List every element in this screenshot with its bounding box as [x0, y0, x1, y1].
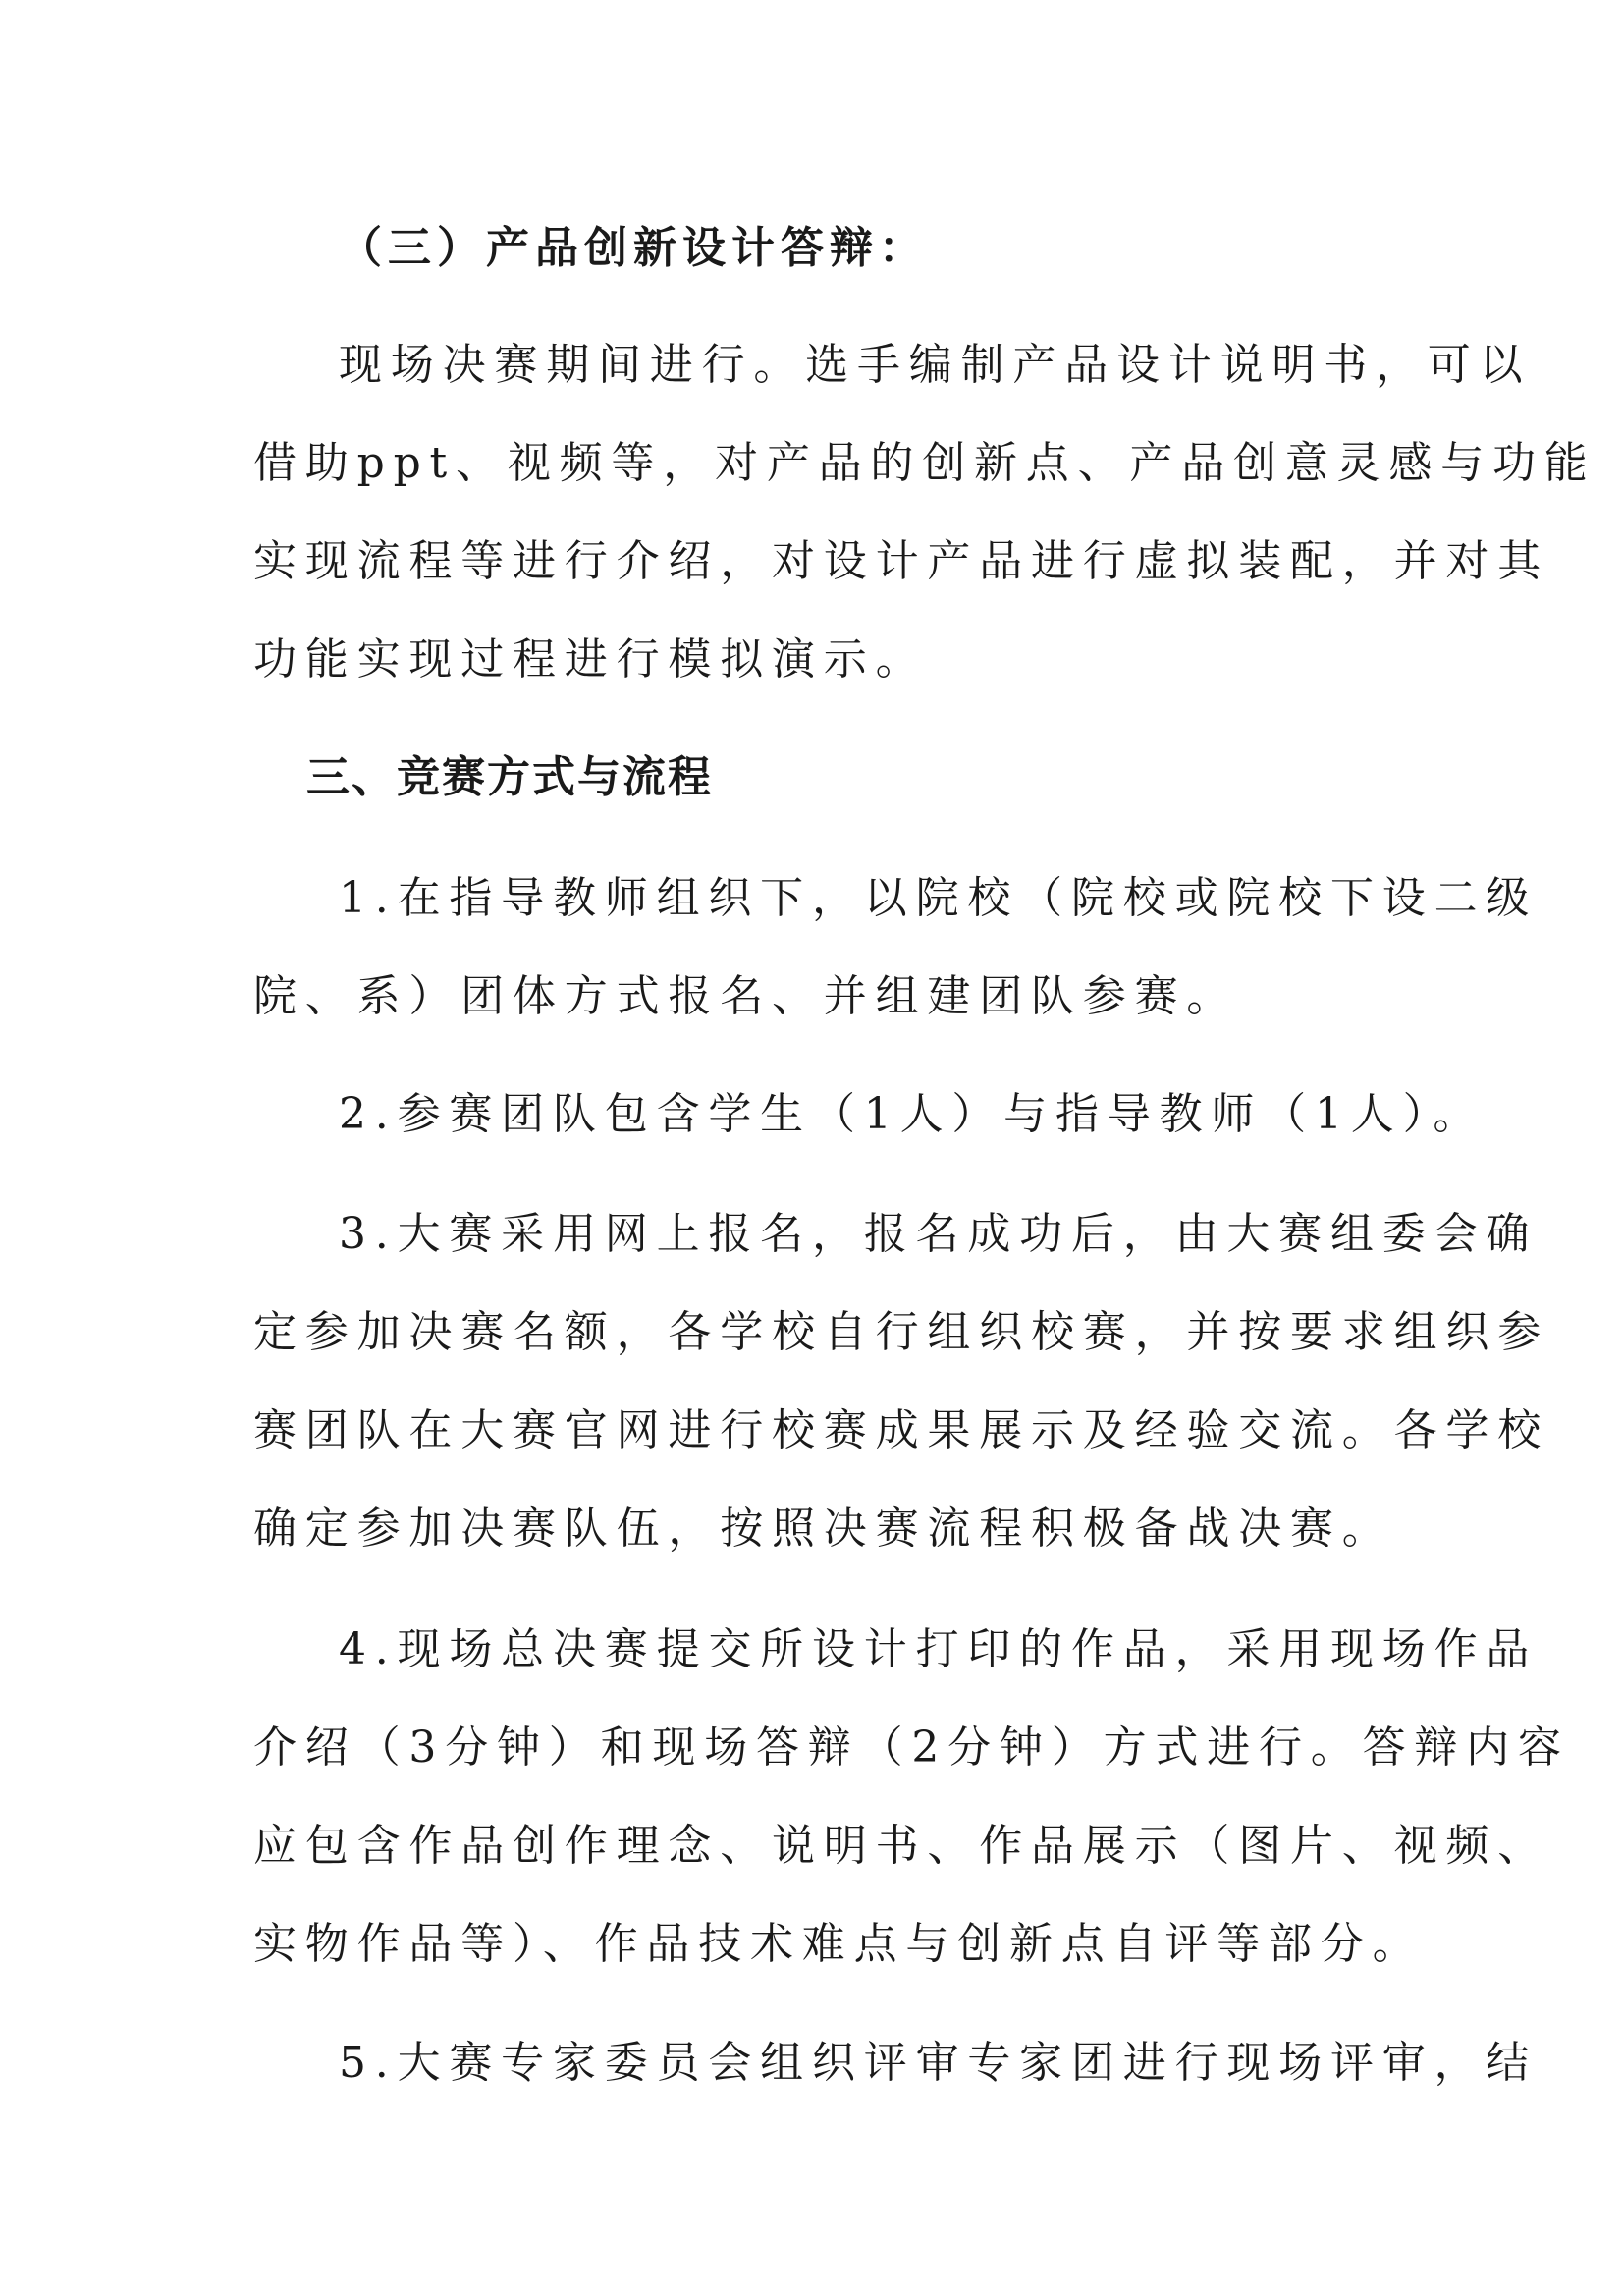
list-item-line: 定参加决赛名额，各学校自行组织校赛，并按要求组织参	[253, 1307, 1549, 1357]
list-item-line: 4.现场总决赛提交所设计打印的作品，采用现场作品	[339, 1624, 1539, 1674]
list-item-line: 5.大赛专家委员会组织评审专家团进行现场评审，结	[339, 2038, 1539, 2088]
list-item-line: 3.大赛采用网上报名，报名成功后，由大赛组委会确	[339, 1209, 1539, 1259]
subsection-title: （三）产品创新设计答辩：	[339, 223, 928, 273]
list-item-line: 院、系）团体方式报名、并组建团队参赛。	[253, 971, 1239, 1021]
paragraph-line: 实现流程等进行介绍，对设计产品进行虚拟装配，并对其	[253, 536, 1549, 586]
paragraph-line: 现场决赛期间进行。选手编制产品设计说明书，可以	[339, 340, 1532, 390]
list-item-line: 赛团队在大赛官网进行校赛成果展示及经验交流。各学校	[253, 1405, 1549, 1455]
list-item-line: 介绍（3分钟）和现场答辩（2分钟）方式进行。答辩内容	[253, 1722, 1570, 1773]
list-item-line: 1.在指导教师组织下，以院校（院校或院校下设二级	[339, 873, 1539, 923]
paragraph-line: 功能实现过程进行模拟演示。	[253, 634, 928, 684]
section-title: 三、竞赛方式与流程	[306, 752, 713, 802]
list-item-line: 应包含作品创作理念、说明书、作品展示（图片、视频、	[253, 1821, 1549, 1871]
list-item-line: 2.参赛团队包含学生（1人）与指导教师（1人）。	[339, 1089, 1486, 1139]
list-item-line: 确定参加决赛队伍，按照决赛流程积极备战决赛。	[253, 1503, 1394, 1554]
paragraph-line: 借助ppt、视频等，对产品的创新点、产品创意灵感与功能	[253, 438, 1596, 488]
list-item-line: 实物作品等）、作品技术难点与创新点自评等部分。	[253, 1919, 1425, 1969]
